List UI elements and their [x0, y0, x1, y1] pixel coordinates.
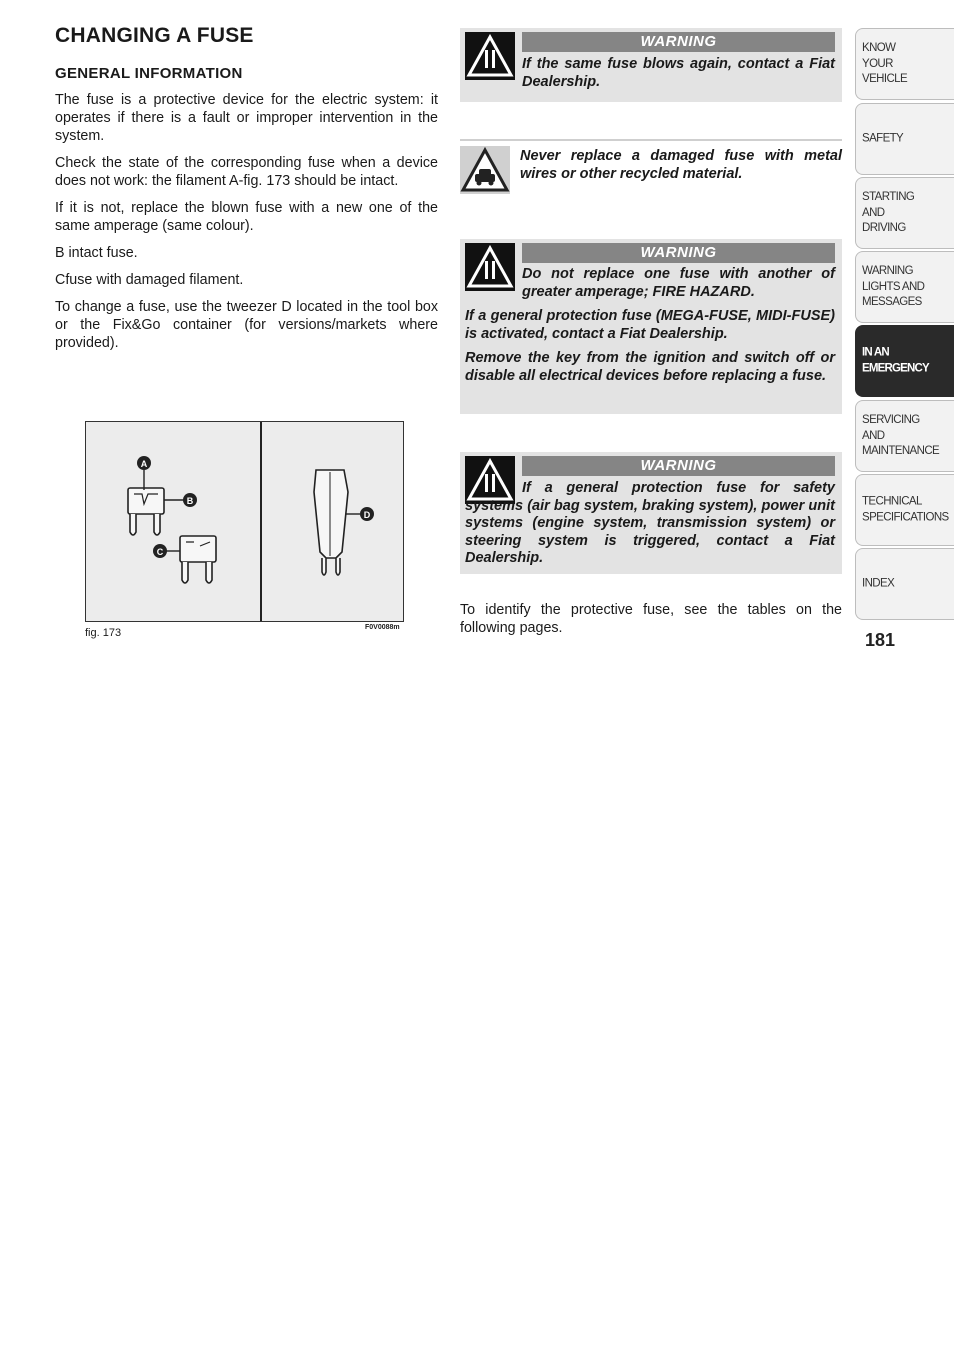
figure-divider	[260, 422, 262, 621]
warning-heading: WARNING	[522, 456, 835, 476]
page-number: 181	[865, 630, 896, 650]
warning-text: Do not replace one fuse with another of greater amperage; FIRE HAZARD.	[522, 266, 835, 300]
damaged-fuse	[180, 536, 216, 583]
tab-label: IN AN EMERGENCY	[862, 346, 929, 374]
warning-triangle-icon	[465, 32, 515, 80]
paragraph: To change a fuse, use the tweezer D located in the tool box or the Fix&Go container (for versions/markets where provided).	[55, 299, 438, 351]
tab-in-an-emergency[interactable]	[855, 325, 954, 397]
tab-label: SERVICING AND MAINTENANCE	[862, 413, 940, 457]
svg-text:B: B	[186, 496, 194, 506]
fuse-figure	[85, 421, 404, 622]
left-column	[55, 24, 438, 361]
tab-servicing[interactable]	[855, 400, 954, 472]
callout-b	[183, 493, 197, 507]
figure-caption: fig. 173	[85, 627, 122, 639]
intact-fuse	[128, 488, 164, 535]
footer-text: To identify the protective fuse, see the tables on the following pages.	[460, 602, 842, 636]
paragraph: B intact fuse.	[55, 245, 138, 261]
tab-label: TECHNICAL SPECIFICATIONS	[862, 495, 949, 523]
warning-heading: WARNING	[522, 243, 835, 263]
tab-starting-and-driving[interactable]	[855, 177, 954, 249]
tab-technical-specifications[interactable]	[855, 474, 954, 546]
tweezer	[314, 470, 348, 575]
tab-index[interactable]	[855, 548, 954, 620]
separator	[460, 139, 842, 141]
tab-label: WARNING LIGHTS AND MESSAGES	[862, 264, 925, 308]
footer-column	[460, 601, 842, 646]
callout-a	[137, 456, 151, 470]
warning-text: If a general protection fuse (MEGA-FUSE, MIDI-FUSE) is activated, contact a Fiat Dealership.	[465, 308, 835, 342]
car-warning-icon	[460, 146, 510, 194]
tab-label: INDEX	[862, 577, 895, 590]
figure-code: F0V0088m	[365, 624, 400, 631]
paragraph: Check the state of the corresponding fuse when a device does not work: the filament A-fig. 173 should be intact.	[55, 155, 438, 189]
tab-know-your-vehicle[interactable]	[855, 28, 954, 100]
callout-d	[360, 507, 374, 521]
warning-triangle-icon	[465, 243, 515, 291]
warning-box	[460, 239, 842, 414]
paragraph: Cfuse with damaged filament.	[55, 272, 244, 288]
warning-heading: WARNING	[522, 32, 835, 52]
tab-label: KNOW YOUR VEHICLE	[862, 41, 908, 85]
tab-label: SAFETY	[862, 132, 904, 145]
note-text: Never replace a damaged fuse with metal wires or other recycled material.	[520, 148, 842, 182]
warning-box	[460, 28, 842, 102]
section-heading: GENERAL INFORMATION	[55, 65, 243, 82]
svg-text:D: D	[363, 510, 371, 520]
tab-safety[interactable]	[855, 103, 954, 175]
svg-text:C: C	[156, 547, 164, 557]
svg-text:A: A	[140, 459, 148, 469]
warning-text: If a general protection fuse for safety systems (air bag system, braking system), power unit systems (engine system, transmission system) or steering system is triggered, contact a Fiat Dealership.	[465, 480, 835, 566]
warning-box	[460, 452, 842, 574]
callout-c	[153, 544, 167, 558]
tab-label: STARTING AND DRIVING	[862, 190, 915, 234]
fuse-illustration	[86, 422, 403, 621]
paragraph: The fuse is a protective device for the electric system: it operates if there is a fault or improper intervention in the system.	[55, 92, 438, 144]
tab-warning-lights[interactable]	[855, 251, 954, 323]
warning-text: Remove the key from the ignition and switch off or disable all electrical devices before replacing a fuse.	[465, 350, 835, 384]
paragraph: If it is not, replace the blown fuse with a new one of the same amperage (same colour).	[55, 200, 438, 234]
warning-text: If the same fuse blows again, contact a Fiat Dealership.	[522, 56, 835, 90]
page-title: CHANGING A FUSE	[55, 24, 254, 47]
